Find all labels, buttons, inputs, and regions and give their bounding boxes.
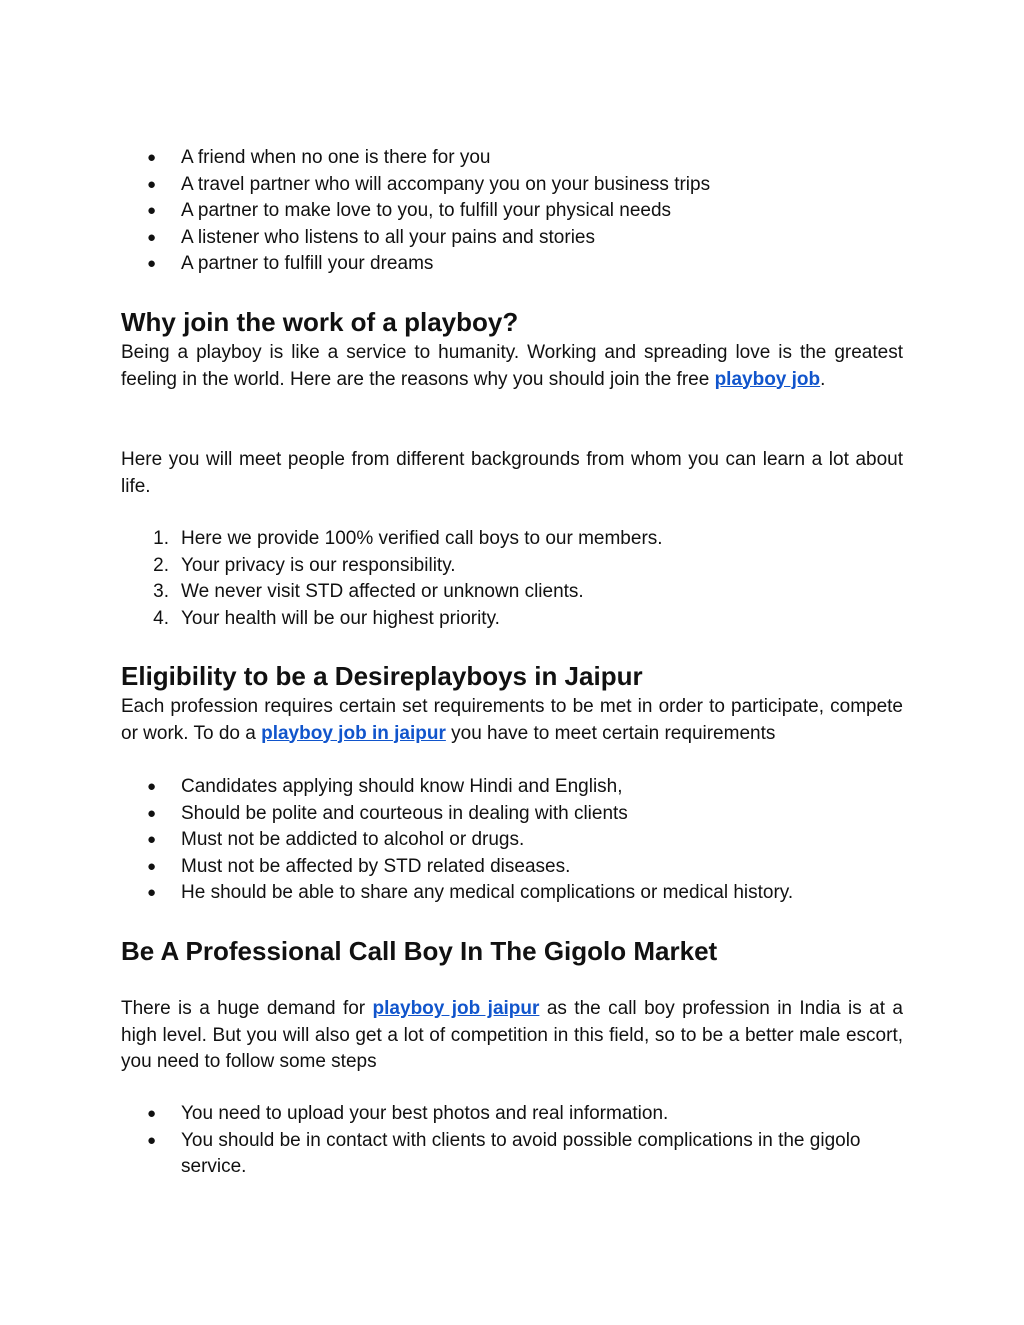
list-item: ● Must not be addicted to alcohol or drugs. bbox=[121, 827, 903, 854]
link-playboy-job-in-jaipur[interactable]: playboy job in jaipur bbox=[261, 722, 446, 744]
bullet-icon: ● bbox=[147, 884, 157, 901]
link-playboy-job[interactable]: playboy job bbox=[714, 368, 821, 390]
list-item: ● A travel partner who will accompany you on your business trips bbox=[121, 172, 903, 199]
bullet-icon: ● bbox=[147, 202, 157, 219]
list-item: ● A friend when no one is there for you bbox=[121, 145, 903, 172]
bullet-icon: ● bbox=[147, 175, 157, 193]
paragraph-eligibility: Each profession requires certain set requirements to be met in order to participate, compete or work. To do a playboy job in jaipur you have to meet certain requirements bbox=[121, 696, 903, 744]
bullet-icon: ● bbox=[147, 857, 157, 875]
bullet-list-requirements bbox=[121, 774, 903, 907]
bullet-list-steps bbox=[121, 1101, 903, 1181]
bullet-icon: ● bbox=[147, 1105, 157, 1122]
paragraph-why-join: Being a playboy is like a service to humanity. Working and spreading love is the greatest feeling in the world. Here are the reasons why you should join the free playboy job. bbox=[121, 342, 903, 390]
bullet-icon: ● bbox=[147, 831, 157, 848]
list-number: 4. bbox=[153, 607, 169, 629]
bullet-list-companion bbox=[121, 145, 903, 278]
link-playboy-job-jaipur[interactable]: playboy job jaipur bbox=[372, 998, 540, 1019]
list-item: 4. Your health will be our highest priority. bbox=[121, 606, 903, 633]
list-item: ● Must not be affected by STD related diseases. bbox=[121, 854, 903, 881]
bullet-icon: ● bbox=[147, 228, 157, 246]
list-item: ● Should be polite and courteous in dealing with clients bbox=[121, 801, 903, 828]
list-number: 1. bbox=[153, 528, 169, 549]
heading-professional-call-boy: Be A Professional Call Boy In The Gigolo Market bbox=[121, 936, 718, 966]
heading-why-join: Why join the work of a playboy? bbox=[121, 307, 519, 337]
list-item: 3. We never visit STD affected or unknown clients. bbox=[121, 579, 903, 606]
list-item: ● You need to upload your best photos and real information. bbox=[121, 1101, 903, 1128]
bullet-icon: ● bbox=[147, 1131, 157, 1149]
list-number: 3. bbox=[153, 581, 169, 602]
list-item: ● A partner to make love to you, to fulfill your physical needs bbox=[121, 198, 903, 225]
list-item: 1. Here we provide 100% verified call boys to our members. bbox=[121, 526, 903, 553]
bullet-icon: ● bbox=[147, 778, 157, 795]
list-item: ● A listener who listens to all your pains and stories bbox=[121, 225, 903, 252]
numbered-list-reasons bbox=[121, 526, 903, 632]
paragraph-demand: There is a huge demand for playboy job jaipur as the call boy profession in India is at a high level. But you will also get a lot of competition in this field, so to be a better male escort, you need to follow some steps bbox=[121, 998, 903, 1072]
bullet-icon: ● bbox=[147, 149, 157, 166]
list-item: ● A partner to fulfill your dreams bbox=[121, 251, 903, 278]
list-item: 2. Your privacy is our responsibility. bbox=[121, 553, 903, 580]
bullet-icon: ● bbox=[147, 804, 157, 822]
paragraph-meet-people: Here you will meet people from different backgrounds from whom you can learn a lot about life. bbox=[121, 449, 903, 497]
list-number: 2. bbox=[153, 554, 169, 576]
list-item: ● You should be in contact with clients to avoid possible complications in the gigolo service. bbox=[147, 1129, 861, 1177]
heading-eligibility: Eligibility to be a Desireplayboys in Jaipur bbox=[121, 661, 643, 691]
list-item: ● He should be able to share any medical complications or medical history. bbox=[121, 880, 903, 907]
bullet-icon: ● bbox=[147, 255, 157, 272]
list-item: ● Candidates applying should know Hindi and English, bbox=[121, 774, 903, 801]
